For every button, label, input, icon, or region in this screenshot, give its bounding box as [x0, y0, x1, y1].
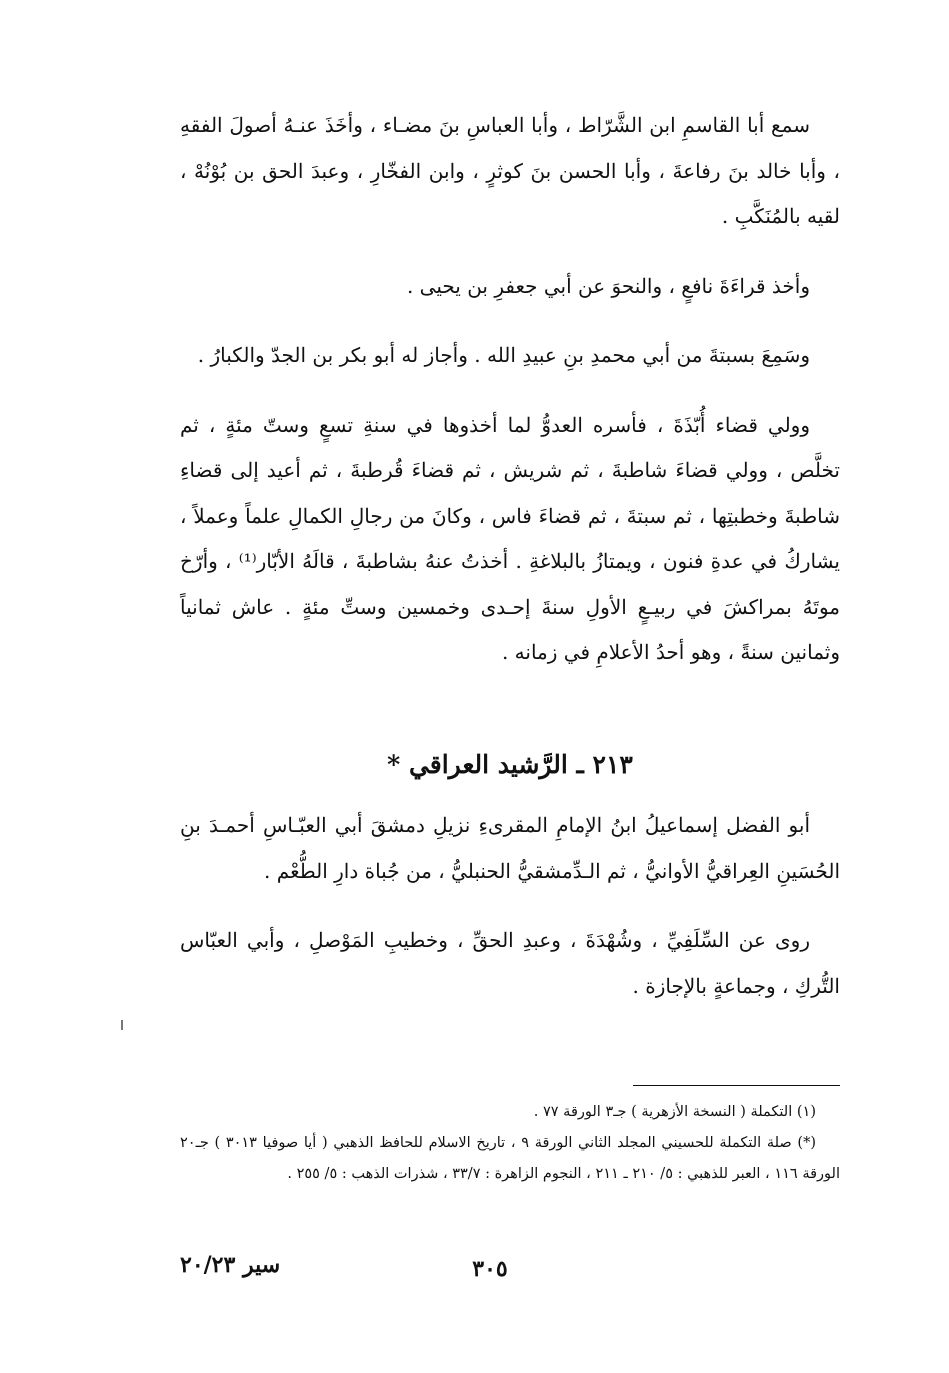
footnote: (*) صلة التكملة للحسيني المجلد الثاني الورقة ٩ ، تاريخ الاسلام للحافظ الذهبي ( أيا صوفيا ٣٠١٣ ) جـ٢٠ الورقة ١١٦ ، العبر للذهبي : ٥/ ٢١٠ ـ ٢١١ ، النجوم الزاهرة : ٣٣/٧ ، شذرات الذهب : ٥/ ٢٥٥ .: [180, 1135, 840, 1182]
footnotes: [180, 1097, 840, 1190]
paragraph: وسَمِعَ بسبتةَ من أبي محمدِ بنِ عبيدِ الله . وأجاز له أبو بكر بن الجدّ والكبارُ .: [197, 343, 810, 367]
paragraph: وأخذ قراءَةَ نافعٍ ، والنحوَ عن أبي جعفرِ بن يحيى .: [406, 273, 810, 298]
signature-mark: سير ٢٠/٢٣: [180, 1252, 281, 1278]
paragraph: روى عن السِّلَفِيِّ ، وشُهْدَةَ ، وعبدِ الحقِّ ، وخطيبِ المَوْصلِ ، وأبي العبّاس التُّركِ ، وجماعةٍ بالإجازة .: [180, 928, 840, 998]
page-number: ٣٠٥: [472, 1256, 508, 1282]
paragraph: أبو الفضل إسماعيلُ ابنُ الإمامِ المقرىءِ نزيلِ دمشقَ أبي العبّـاسِ أحمـدَ بنِ الحُسَينِ العِراقيُّ الأوانيُّ ، ثم الـدِّمشقيُّ الحنبليُّ ، من جُباة دارِ الطُّعْم .: [180, 813, 840, 883]
footnote-divider: [633, 1085, 840, 1086]
footnote: (١) التكملة ( النسخة الأزهرية ) جـ٣ الورقة ٧٧ .: [533, 1104, 816, 1120]
biography-text-bottom: [180, 803, 840, 1009]
entry-heading: ٢١٣ ـ الرَّشيد العراقي *: [387, 750, 633, 779]
paragraph: سمع أبا القاسمِ ابن الشَّرّاط ، وأبا العباسِ بنَ مضـاء ، وأخَذَ عنـهُ أصولَ الفقهِ ، وأبا خالد بنَ رفاعةَ ، وأبا الحسن بنَ كوثرٍ ، وابن الفخّارِ ، وعبدَ الحق بن بُوْنُهْ ، لقيه بالمُنَكَّبِ .: [180, 113, 840, 228]
paragraph: وولي قضاء أُبّذَةَ ، فأسره العدوُّ لما أخذوها في سنةِ تسعٍ وستّ مئةٍ ، ثم تخلَّص ، وولي قضاءَ شاطبةَ ، ثم شريش ، ثم قضاءَ قُرطبةَ ، ثم أعيد إلى قضاءِ شاطبةَ وخطبتِها ، ثم سبتةَ ، ثم قضاءَ فاس ، وكانَ من رجالِ الكمالِ علماً وعملاً ، يشاركُ في عدةِ فنون ، ويمتازُ بالبلاغةِ . أخذتُ عنهُ بشاطبةَ ، قالَهُ الأبّار⁽¹⁾ ، وأرّخ موتَهُ بمراكشَ في ربيـعٍ الأولِ سنةَ إحـدى وخمسين وستِّ مئةٍ . عاش ثمانياً وثمانين سنةً ، وهو أحدُ الأعلامِ في زمانه .: [180, 412, 840, 664]
biography-text-top: [180, 103, 840, 676]
margin-mark: [121, 1020, 123, 1030]
